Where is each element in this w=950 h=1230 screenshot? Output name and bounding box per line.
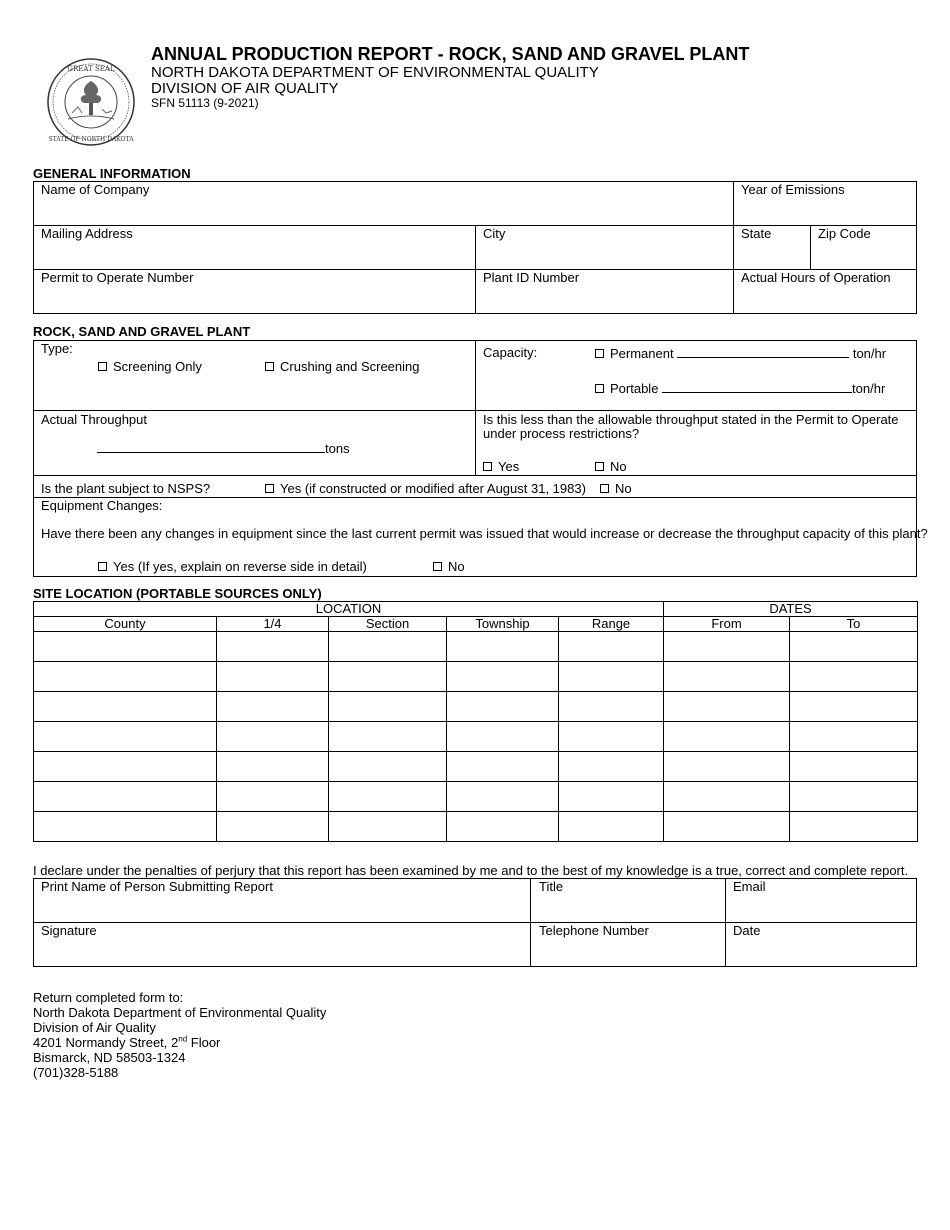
nsps-no-checkbox[interactable] <box>600 484 609 493</box>
date-field[interactable]: Date <box>733 923 761 938</box>
return-line: Bismarck, ND 58503-1324 <box>33 1050 186 1065</box>
return-line: (701)328-5188 <box>33 1065 119 1080</box>
title-field[interactable]: Title <box>539 879 564 894</box>
throughput-yes-option[interactable]: Yes <box>483 459 519 474</box>
to-column-header: To <box>790 617 918 632</box>
state-seal-logo <box>46 57 136 147</box>
throughput-yes-checkbox[interactable] <box>483 462 492 471</box>
table-row <box>34 752 918 782</box>
state-field[interactable]: State <box>741 226 772 241</box>
equipment-yes-option[interactable]: Yes (If yes, explain on reverse side in detail) <box>98 559 367 574</box>
table-cell[interactable] <box>790 632 918 662</box>
table-cell[interactable] <box>559 662 664 692</box>
table-cell[interactable] <box>34 722 217 752</box>
table-cell[interactable] <box>34 662 217 692</box>
equipment-changes-question: Have there been any changes in equipment since the last current permit was issued that would increase or decrease the throughput capacity of this plant? <box>41 526 928 541</box>
return-line: Return completed form to: <box>33 990 184 1005</box>
table-row <box>34 692 918 722</box>
capacity-label: Capacity: <box>483 345 538 360</box>
email-field[interactable]: Email <box>733 879 766 894</box>
company-name-field[interactable]: Name of Company <box>41 182 150 197</box>
general-info-heading: GENERAL INFORMATION <box>33 166 191 181</box>
table-cell[interactable] <box>664 632 790 662</box>
table-cell[interactable] <box>664 722 790 752</box>
return-line: North Dakota Department of Environmental Quality <box>33 1005 327 1020</box>
equipment-changes-label: Equipment Changes: <box>41 498 163 513</box>
screening-only-option[interactable]: Screening Only <box>98 359 202 374</box>
svg-text:GREAT SEAL: GREAT SEAL <box>67 65 115 73</box>
table-cell[interactable] <box>34 752 217 782</box>
form-number: SFN 51113 (9-2021) <box>151 96 259 110</box>
permanent-checkbox[interactable] <box>595 349 604 358</box>
table-cell[interactable] <box>329 782 447 812</box>
table-cell[interactable] <box>559 782 664 812</box>
table-cell[interactable] <box>447 752 559 782</box>
table-cell[interactable] <box>790 782 918 812</box>
table-cell[interactable] <box>664 692 790 722</box>
throughput-no-checkbox[interactable] <box>595 462 604 471</box>
return-line: Division of Air Quality <box>33 1020 156 1035</box>
table-cell[interactable] <box>790 662 918 692</box>
table-cell[interactable] <box>329 692 447 722</box>
nsps-yes-checkbox[interactable] <box>265 484 274 493</box>
crushing-screening-checkbox[interactable] <box>265 362 274 371</box>
actual-throughput-label: Actual Throughput <box>41 412 147 427</box>
form-title: ANNUAL PRODUCTION REPORT - ROCK, SAND AND GRAVEL PLANT <box>151 44 750 64</box>
table-cell[interactable] <box>790 692 918 722</box>
signature-field[interactable]: Signature <box>41 923 97 938</box>
table-cell[interactable] <box>447 782 559 812</box>
division-name: DIVISION OF AIR QUALITY <box>151 80 339 97</box>
table-cell[interactable] <box>559 752 664 782</box>
type-label: Type: <box>41 341 73 356</box>
table-cell[interactable] <box>34 782 217 812</box>
plant-id-field[interactable]: Plant ID Number <box>483 270 580 285</box>
table-cell[interactable] <box>559 812 664 842</box>
screening-only-checkbox[interactable] <box>98 362 107 371</box>
nsps-yes-option[interactable]: Yes (if constructed or modified after August 31, 1983) <box>265 481 586 496</box>
table-row <box>34 782 918 812</box>
table-cell[interactable] <box>790 812 918 842</box>
portable-capacity-blank[interactable] <box>662 380 852 393</box>
permanent-capacity-blank[interactable] <box>677 345 849 358</box>
equipment-yes-checkbox[interactable] <box>98 562 107 571</box>
zip-code-field[interactable]: Zip Code <box>818 226 871 241</box>
table-cell[interactable] <box>217 812 329 842</box>
telephone-field[interactable]: Telephone Number <box>539 923 649 938</box>
table-cell[interactable] <box>329 662 447 692</box>
svg-text:STATE OF NORTH DAKOTA: STATE OF NORTH DAKOTA <box>48 136 134 143</box>
table-cell[interactable] <box>447 692 559 722</box>
equipment-no-checkbox[interactable] <box>433 562 442 571</box>
table-cell[interactable] <box>790 752 918 782</box>
table-cell[interactable] <box>217 782 329 812</box>
county-column-header: County <box>34 617 217 632</box>
quarter-column-header: 1/4 <box>217 617 329 632</box>
table-cell[interactable] <box>34 812 217 842</box>
throughput-no-option[interactable]: No <box>595 459 627 474</box>
declaration-text: I declare under the penalties of perjury that this report has been examined by me and to the best of my knowledge is a true, correct and complete report. <box>33 863 909 878</box>
table-cell[interactable] <box>217 632 329 662</box>
return-line: 4201 Normandy Street, 2nd Floor <box>33 1034 221 1050</box>
plant-heading: ROCK, SAND AND GRAVEL PLANT <box>33 324 251 339</box>
table-cell[interactable] <box>329 752 447 782</box>
dates-group-header: DATES <box>664 602 918 617</box>
table-row <box>34 662 918 692</box>
department-name: NORTH DAKOTA DEPARTMENT OF ENVIRONMENTAL QUALITY <box>151 64 599 81</box>
equipment-no-option[interactable]: No <box>433 559 465 574</box>
throughput-input[interactable]: tons <box>97 440 350 456</box>
table-cell[interactable] <box>217 692 329 722</box>
table-cell[interactable] <box>329 632 447 662</box>
table-cell[interactable] <box>447 722 559 752</box>
nsps-no-option[interactable]: No <box>600 481 632 496</box>
table-row <box>34 812 918 842</box>
table-cell[interactable] <box>217 722 329 752</box>
permit-number-field[interactable]: Permit to Operate Number <box>41 270 194 285</box>
table-cell[interactable] <box>447 632 559 662</box>
site-location-heading: SITE LOCATION (PORTABLE SOURCES ONLY) <box>33 586 322 601</box>
permanent-capacity-option[interactable]: Permanent ton/hr <box>595 345 886 361</box>
table-cell[interactable] <box>447 812 559 842</box>
print-name-field[interactable]: Print Name of Person Submitting Report <box>41 879 273 894</box>
table-cell[interactable] <box>217 662 329 692</box>
table-cell[interactable] <box>217 752 329 782</box>
portable-checkbox[interactable] <box>595 384 604 393</box>
hours-of-operation-field[interactable]: Actual Hours of Operation <box>741 270 891 285</box>
mailing-address-field[interactable]: Mailing Address <box>41 226 133 241</box>
throughput-question-1: Is this less than the allowable throughput stated in the Permit to Operate <box>483 412 899 427</box>
table-cell[interactable] <box>34 632 217 662</box>
year-of-emissions-field[interactable]: Year of Emissions <box>741 182 845 197</box>
throughput-blank[interactable] <box>97 440 325 453</box>
section-column-header: Section <box>329 617 447 632</box>
table-cell[interactable] <box>447 662 559 692</box>
range-column-header: Range <box>559 617 664 632</box>
table-cell[interactable] <box>664 752 790 782</box>
location-group-header: LOCATION <box>34 602 664 617</box>
table-row <box>34 722 918 752</box>
table-cell[interactable] <box>559 632 664 662</box>
portable-capacity-option[interactable]: Portable ton/hr <box>595 380 885 396</box>
table-cell[interactable] <box>664 812 790 842</box>
table-row <box>34 632 918 662</box>
table-cell[interactable] <box>790 722 918 752</box>
table-cell[interactable] <box>559 722 664 752</box>
return-address <box>33 990 326 1080</box>
throughput-question-2: under process restrictions? <box>483 426 640 441</box>
city-field[interactable]: City <box>483 226 506 241</box>
from-column-header: From <box>664 617 790 632</box>
table-cell[interactable] <box>559 692 664 722</box>
nsps-question: Is the plant subject to NSPS? <box>41 481 211 496</box>
table-cell[interactable] <box>329 812 447 842</box>
table-cell[interactable] <box>664 662 790 692</box>
site-location-table <box>33 601 918 842</box>
table-cell[interactable] <box>34 692 217 722</box>
crushing-screening-option[interactable]: Crushing and Screening <box>265 359 419 374</box>
township-column-header: Township <box>447 617 559 632</box>
table-cell[interactable] <box>664 782 790 812</box>
table-cell[interactable] <box>329 722 447 752</box>
